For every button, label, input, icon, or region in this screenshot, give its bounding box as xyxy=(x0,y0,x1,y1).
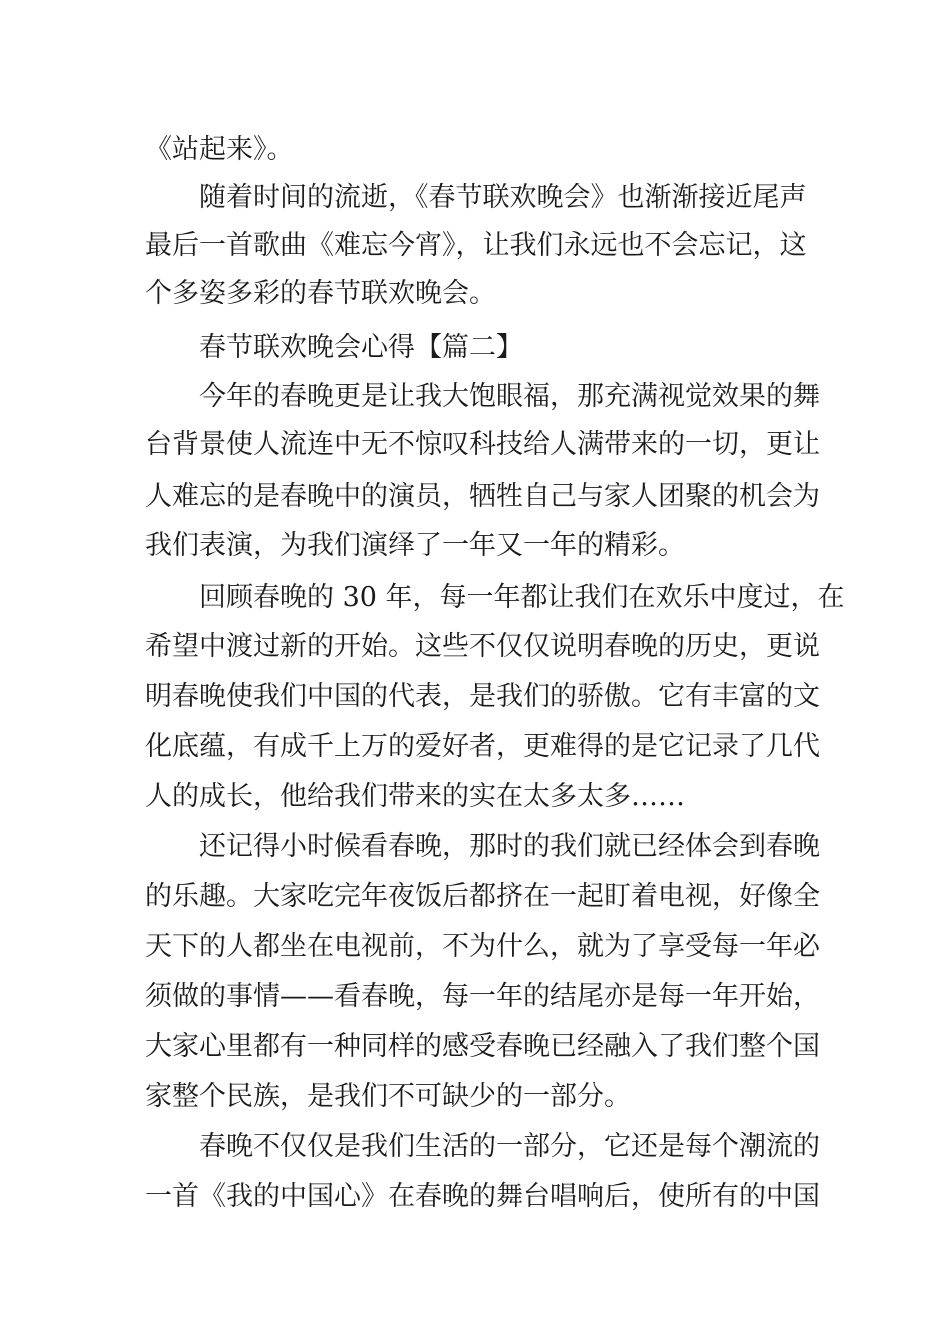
text-line: 天下的人都坐在电视前，不为什么，就为了享受每一年必 xyxy=(145,931,820,962)
text-line: 化底蕴，有成千上万的爱好者，更难得的是它记录了几代 xyxy=(145,731,820,762)
paragraph-first-line: 回顾春晚的 30 年，每一年都让我们在欢乐中度过，在 xyxy=(199,582,845,613)
text-line: 明春晚使我们中国的代表，是我们的骄傲。它有丰富的文 xyxy=(145,681,820,712)
text-line: 须做的事情——看春晚，每一年的结尾亦是每一年开始， xyxy=(145,981,820,1012)
text-line: 人的成长，他给我们带来的实在太多太多…… xyxy=(145,781,685,812)
paragraph-first-line: 还记得小时候看春晚，那时的我们就已经体会到春晚 xyxy=(199,831,820,862)
paragraph-first-line: 春晚不仅仅是我们生活的一部分，它还是每个潮流的 xyxy=(199,1131,820,1162)
text-line: 个多姿多彩的春节联欢晚会。 xyxy=(145,278,496,309)
text-line: 《站起来》。 xyxy=(145,134,294,165)
text-line: 台背景使人流连中无不惊叹科技给人满带来的一切，更让 xyxy=(145,429,820,460)
text-line: 大家心里都有一种同样的感受春晚已经融入了我们整个国 xyxy=(145,1031,820,1062)
text-line: 希望中渡过新的开始。这些不仅仅说明春晚的历史，更说 xyxy=(145,631,820,662)
text-line: 人难忘的是春晚中的演员，牺牲自己与家人团聚的机会为 xyxy=(145,481,820,512)
text-line: 我们表演，为我们演绎了一年又一年的精彩。 xyxy=(145,530,685,561)
text-line: 最后一首歌曲《难忘今宵》，让我们永远也不会忘记，这 xyxy=(145,230,807,261)
paragraph-first-line: 今年的春晚更是让我大饱眼福，那充满视觉效果的舞 xyxy=(199,381,820,412)
text-line: 家整个民族，是我们不可缺少的一部分。 xyxy=(145,1081,631,1112)
section-heading: 春节联欢晚会心得【篇二】 xyxy=(199,332,523,363)
paragraph-first-line: 随着时间的流逝，《春节联欢晚会》也渐渐接近尾声 xyxy=(199,182,807,213)
text-line: 的乐趣。大家吃完年夜饭后都挤在一起盯着电视，好像全 xyxy=(145,881,820,912)
text-line: 一首《我的中国心》在春晚的舞台唱响后，使所有的中国 xyxy=(145,1181,820,1212)
